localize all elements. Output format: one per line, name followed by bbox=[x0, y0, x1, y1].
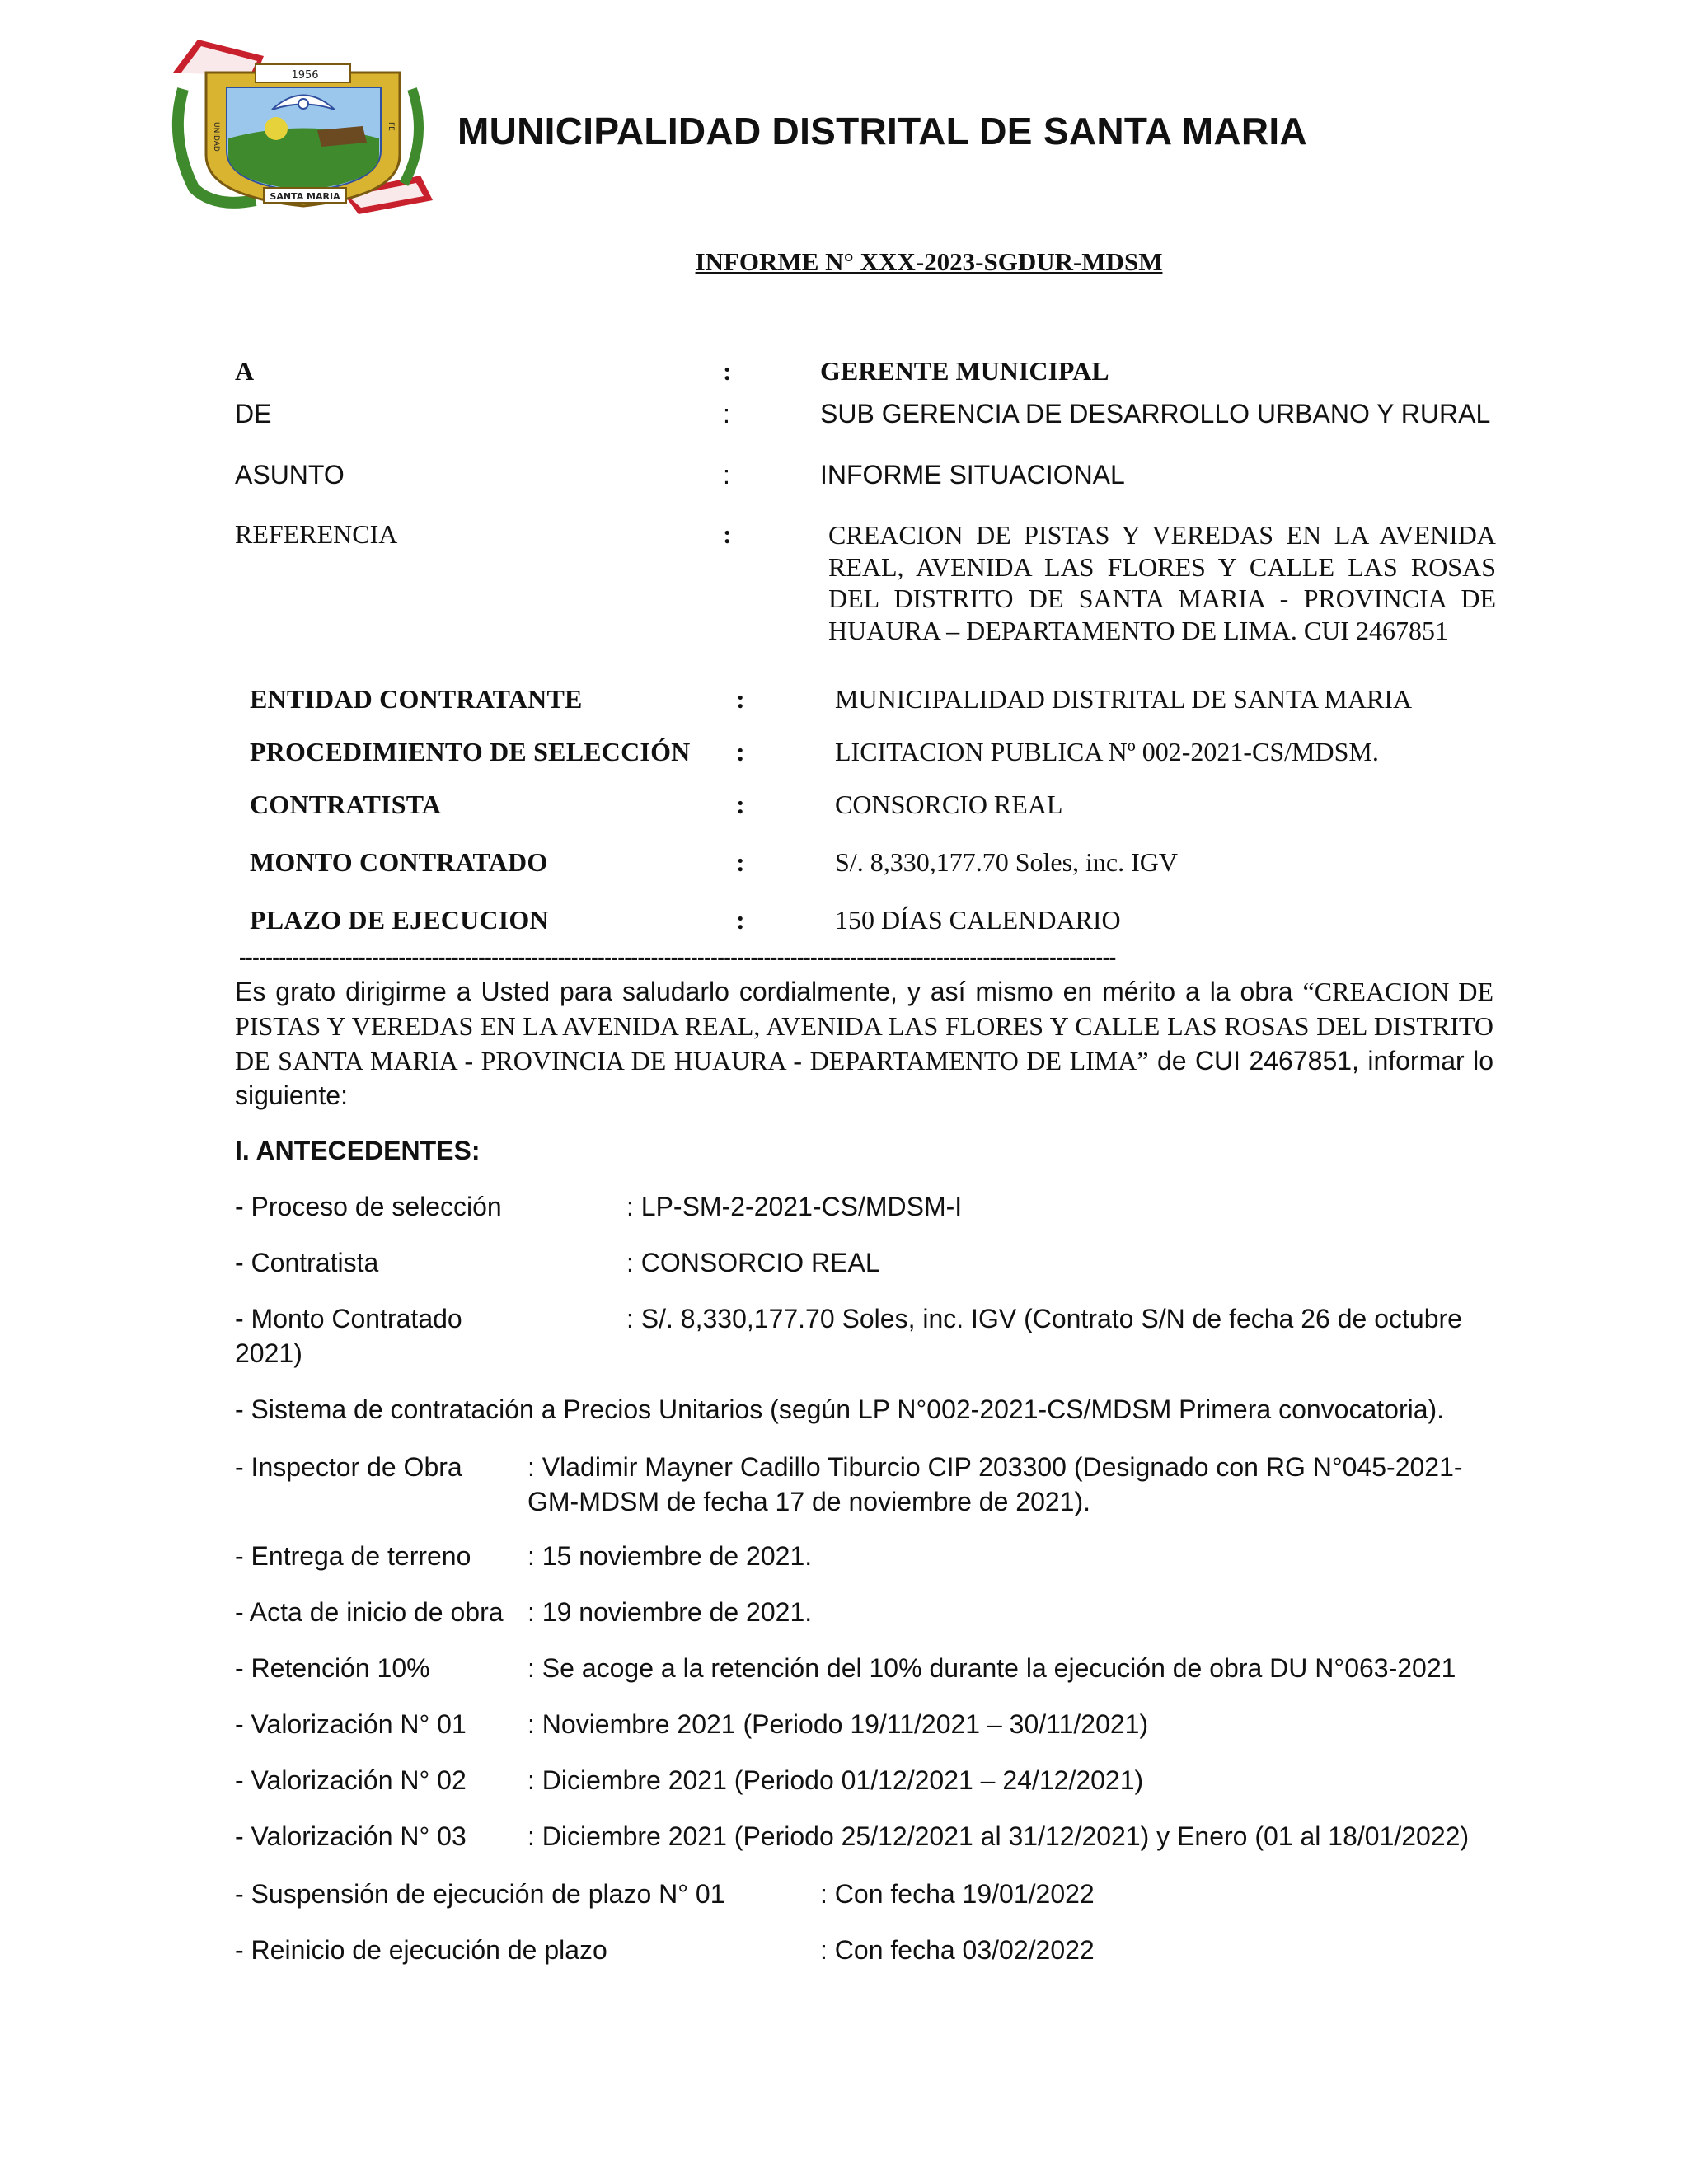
antecedente-key: - Valorización N° 01 bbox=[235, 1709, 467, 1739]
antecedente-value: : 15 noviembre de 2021. bbox=[528, 1541, 813, 1571]
intro-project-name: “CREACION DE PISTAS Y VEREDAS EN LA AVENIDA REAL, AVENIDA LAS FLORES Y CALLE LAS ROSAS DEL DISTRITO DE SANTA MARIA - PROVINCIA DE HUAURA - DEPARTAMENTO DE LIMA” bbox=[235, 977, 1494, 1076]
antecedente-key: - Proceso de selección bbox=[235, 1192, 502, 1221]
memo-colon-de: : bbox=[723, 399, 730, 429]
logo-bottom-text: SANTA MARIA bbox=[270, 191, 340, 202]
antecedente-key: - Retención 10% bbox=[235, 1653, 430, 1683]
antecedente-value-continued: GM-MDSM de fecha 17 de noviembre de 2021). bbox=[528, 1487, 1090, 1516]
intro-paragraph bbox=[235, 974, 1493, 1113]
contract-key-contratista: CONTRATISTA bbox=[250, 790, 442, 819]
antecedente-value: : Diciembre 2021 (Periodo 25/12/2021 al 31/12/2021) y Enero (01 al 18/01/2022) bbox=[528, 1821, 1470, 1851]
contract-colon-contratista: : bbox=[736, 790, 745, 819]
contract-key-plazo: PLAZO DE EJECUCION bbox=[250, 905, 549, 935]
memo-key-referencia: REFERENCIA bbox=[235, 519, 398, 549]
intro-tail: de CUI 2467851, informar lo siguiente: bbox=[235, 1046, 1494, 1110]
contract-colon-monto: : bbox=[736, 847, 745, 877]
antecedente-key: - Acta de inicio de obra bbox=[235, 1597, 504, 1627]
logo-right-text: FE bbox=[387, 122, 395, 131]
memo-value-a: GERENTE MUNICIPAL bbox=[820, 356, 1109, 386]
memo-colon-referencia: : bbox=[723, 519, 732, 549]
contract-colon-procedimiento: : bbox=[736, 737, 745, 766]
contract-value-plazo: 150 DÍAS CALENDARIO bbox=[835, 905, 1121, 935]
contract-value-procedimiento: LICITACION PUBLICA Nº 002-2021-CS/MDSM. bbox=[835, 737, 1379, 766]
antecedente-key: - Inspector de Obra bbox=[235, 1452, 462, 1482]
municipal-logo bbox=[165, 31, 437, 217]
dashed-separator: ------------------------------------------------------------------------------------------------------------------------------------ bbox=[239, 944, 1116, 968]
antecedente-value: : LP-SM-2-2021-CS/MDSM-I bbox=[626, 1192, 963, 1221]
contract-value-contratista: CONSORCIO REAL bbox=[835, 790, 1063, 819]
antecedente-key: - Entrega de terreno bbox=[235, 1541, 471, 1571]
antecedente-key: - Valorización N° 02 bbox=[235, 1765, 467, 1795]
antecedente-key: - Valorización N° 03 bbox=[235, 1821, 467, 1851]
memo-value-asunto: INFORME SITUACIONAL bbox=[820, 460, 1125, 490]
antecedente-key: - Contratista bbox=[235, 1248, 379, 1277]
memo-colon-asunto: : bbox=[723, 460, 730, 490]
memo-key-a: A bbox=[235, 356, 255, 386]
coat-of-arms-icon bbox=[165, 31, 437, 217]
antecedente-key: - Monto Contratado bbox=[235, 1304, 462, 1333]
antecedente-value: : Vladimir Mayner Cadillo Tiburcio CIP 203300 (Designado con RG N°045-2021- bbox=[528, 1452, 1463, 1482]
antecedente-value: : Noviembre 2021 (Periodo 19/11/2021 – 30/11/2021) bbox=[528, 1709, 1149, 1739]
organization-title: MUNICIPALIDAD DISTRITAL DE SANTA MARIA bbox=[457, 110, 1308, 152]
report-title: INFORME N° XXX-2023-SGDUR-MDSM bbox=[695, 247, 1163, 276]
contract-key-entidad: ENTIDAD CONTRATANTE bbox=[250, 684, 583, 714]
antecedente-key: - Reinicio de ejecución de plazo bbox=[235, 1935, 607, 1965]
contract-value-entidad: MUNICIPALIDAD DISTRITAL DE SANTA MARIA bbox=[835, 684, 1413, 714]
antecedente-value: : Con fecha 03/02/2022 bbox=[820, 1935, 1095, 1965]
antecedente-value: : S/. 8,330,177.70 Soles, inc. IGV (Contrato S/N de fecha 26 de octubre bbox=[626, 1304, 1462, 1333]
contract-colon-plazo: : bbox=[736, 905, 745, 935]
antecedente-value: : Con fecha 19/01/2022 bbox=[820, 1879, 1095, 1909]
contract-colon-entidad: : bbox=[736, 684, 745, 714]
section-heading-antecedentes: I. ANTECEDENTES: bbox=[235, 1136, 481, 1165]
antecedente-key: - Suspensión de ejecución de plazo N° 01 bbox=[235, 1879, 725, 1909]
contract-key-procedimiento: PROCEDIMIENTO DE SELECCIÓN bbox=[250, 737, 691, 766]
memo-value-de: SUB GERENCIA DE DESARROLLO URBANO Y RURAL bbox=[820, 399, 1491, 429]
antecedente-value-continued: 2021) bbox=[235, 1338, 302, 1368]
memo-key-de: DE bbox=[235, 399, 272, 429]
antecedente-value: : 19 noviembre de 2021. bbox=[528, 1597, 813, 1627]
logo-year: 1956 bbox=[291, 69, 319, 82]
antecedente-text: - Sistema de contratación a Precios Unitarios (según LP N°002-2021-CS/MDSM Primera convocatoria). bbox=[235, 1394, 1445, 1424]
antecedente-value: : CONSORCIO REAL bbox=[626, 1248, 880, 1277]
logo-left-text: UNIDAD bbox=[212, 122, 220, 152]
contract-key-monto: MONTO CONTRATADO bbox=[250, 847, 548, 877]
antecedente-value: : Se acoge a la retención del 10% durante la ejecución de obra DU N°063-2021 bbox=[528, 1653, 1456, 1683]
memo-value-referencia: CREACION DE PISTAS Y VEREDAS EN LA AVENIDA REAL, AVENIDA LAS FLORES Y CALLE LAS ROSAS DEL DISTRITO DE SANTA MARIA - PROVINCIA DE HUAURA – DEPARTAMENTO DE LIMA. CUI 2467851 bbox=[828, 520, 1496, 645]
memo-key-asunto: ASUNTO bbox=[235, 460, 345, 490]
intro-lead: Es grato dirigirme a Usted para saludarlo cordialmente, y así mismo en mérito a la obra bbox=[235, 977, 1303, 1006]
memo-colon-a: : bbox=[723, 356, 732, 386]
antecedente-value: : Diciembre 2021 (Periodo 01/12/2021 – 24/12/2021) bbox=[528, 1765, 1144, 1795]
contract-value-monto: S/. 8,330,177.70 Soles, inc. IGV bbox=[835, 847, 1178, 877]
